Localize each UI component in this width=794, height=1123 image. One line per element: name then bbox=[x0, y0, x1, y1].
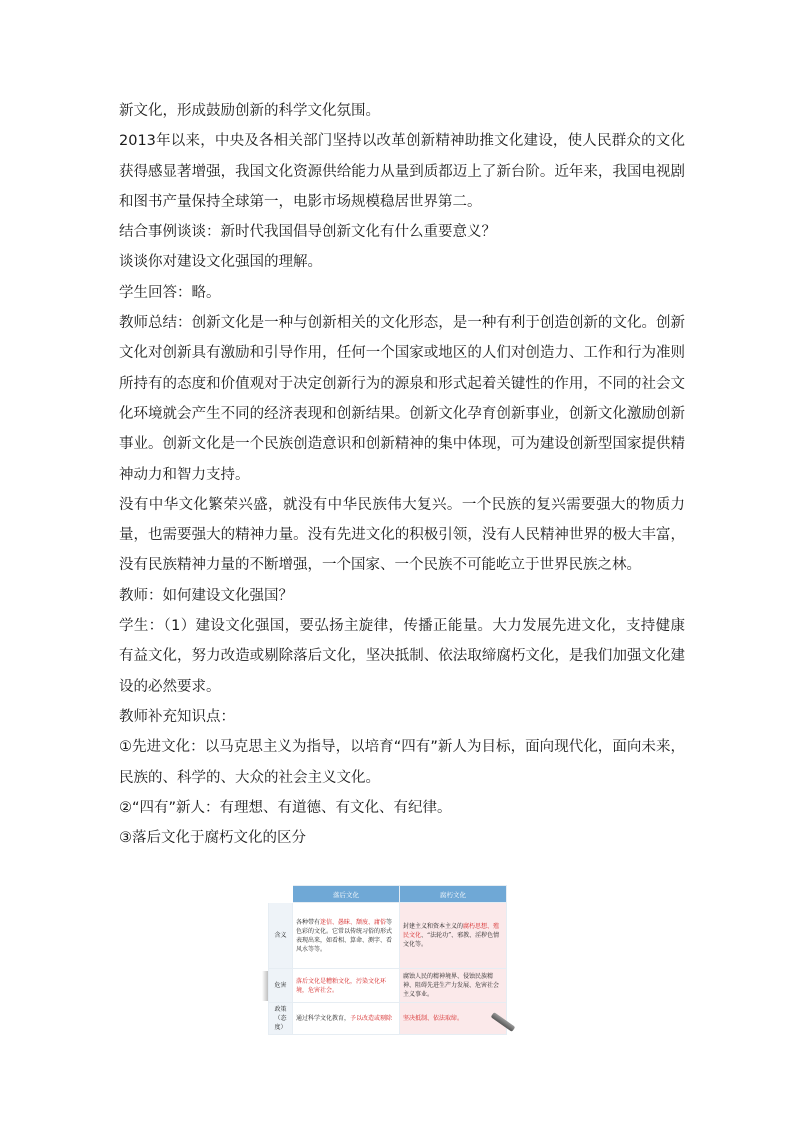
comparison-table-image bbox=[268, 885, 506, 1031]
comparison-table bbox=[268, 885, 507, 1035]
paragraph: 谈谈你对建设文化强国的理解。 bbox=[119, 254, 322, 271]
cell-text: 通过科学文化教育， bbox=[296, 1015, 351, 1022]
table-row bbox=[269, 903, 507, 969]
table-header-cell: 落后文化 bbox=[293, 886, 400, 903]
paragraph: 2013年以来，中央及各相关部门坚持以改革创新精神助推文化建设，使人民群众的文化获得感显著增强，我国文化资源供给能力从量到质都迈上了新台阶。近年来，我国电视剧和图书产量保持全球第一，电影市场规模稳居世界第二。 bbox=[119, 133, 685, 210]
table-row bbox=[269, 1003, 507, 1035]
paragraph: 学生回答：略。 bbox=[119, 284, 221, 301]
row-label: 政策（态度） bbox=[269, 1003, 293, 1035]
cell-text-highlight: 予以改造或剔除 bbox=[350, 1015, 393, 1022]
cell-text: 封建主义和资本主义的 bbox=[403, 923, 464, 930]
paragraph: ③落后文化于腐朽文化的区分 bbox=[119, 830, 306, 847]
paragraph: 没有中华文化繁荣兴盛，就没有中华民族伟大复兴。一个民族的复兴需要强大的物质力量，也需要强大的精神力量。没有先进文化的积极引领，没有人民精神世界的极大丰富，没有民族精神力量的不断增强，一个国家、一个民族不可能屹立于世界民族之林。 bbox=[119, 496, 685, 574]
cell-text: 腐蚀人民的精神境界、侵蚀民族精神、阻碍先进生产力发展、危害社会主义事业。 bbox=[403, 973, 500, 998]
table-row bbox=[269, 969, 507, 1003]
paragraph: ①先进文化：以马克思主义为指导，以培育“四有”新人为目标，面向现代化，面向未来，民族的、科学的、大众的社会主义文化。 bbox=[119, 739, 685, 786]
paragraph: ②“四有”新人：有理想、有道德、有文化、有纪律。 bbox=[119, 799, 452, 816]
paragraph: 教师补充知识点： bbox=[119, 708, 235, 725]
row-label: 含义 bbox=[269, 903, 293, 969]
cell-text-highlight: 腐朽思想、殖民文化 bbox=[403, 923, 500, 939]
table-cell bbox=[400, 969, 507, 1003]
cell-text: 各种带有 bbox=[296, 918, 321, 926]
row-label: 危害 bbox=[269, 969, 293, 1003]
image-shadow bbox=[262, 971, 268, 1001]
table-header-cell bbox=[269, 886, 293, 903]
table-cell bbox=[400, 903, 507, 969]
table-cell bbox=[400, 1003, 507, 1035]
table-cell bbox=[293, 903, 400, 969]
table-header-row bbox=[269, 886, 507, 903]
table-cell bbox=[293, 969, 400, 1003]
cell-text-highlight: 迷信、愚昧、颓废、庸俗 bbox=[320, 918, 387, 926]
paragraph: 教师总结：创新文化是一种与创新相关的文化形态，是一种有利于创造创新的文化。创新文化对创新具有激励和引导作用，任何一个国家或地区的人们对创造力、工作和行为准则所持有的态度和价值观对于决定创新行为的源泉和形式起着关键性的作用，不同的社会文化环境就会产生不同的经济表现和创新结果。创新文化孕育创新事业，创新文化激励创新事业。创新文化是一个民族创造意识和创新精神的集中体现，可为建设创新型国家提供精神动力和智力支持。 bbox=[119, 315, 685, 483]
paragraph: 结合事例谈谈：新时代我国倡导创新文化有什么重要意义？ bbox=[119, 224, 496, 241]
document-body bbox=[119, 96, 685, 853]
cell-text-highlight: 坚决抵制、依法取缔。 bbox=[403, 1015, 464, 1022]
paragraph: 学生：（1）建设文化强国，要弘扬主旋律，传播正能量。大力发展先进文化，支持健康有益文化，努力改造或剔除落后文化，坚决抵制、依法取缔腐朽文化，是我们加强文化建设的必然要求。 bbox=[119, 618, 685, 695]
paragraph: 新文化，形成鼓励创新的科学文化氛围。 bbox=[119, 103, 380, 119]
paragraph: 教师：如何建设文化强国？ bbox=[119, 587, 293, 604]
cell-text: 等色彩的文化。它常以传统习俗的形式表现出来，如看相、算命、测字、看风水等等。 bbox=[296, 918, 393, 953]
table-cell bbox=[293, 1003, 400, 1035]
table-header-cell: 腐朽文化 bbox=[400, 886, 507, 903]
cell-text: 、“法轮功”、邪教、淫秽色情文化等。 bbox=[403, 932, 500, 948]
cell-text-highlight: 落后文化是糟粕文化，污染文化环境，危害社会。 bbox=[296, 977, 387, 994]
